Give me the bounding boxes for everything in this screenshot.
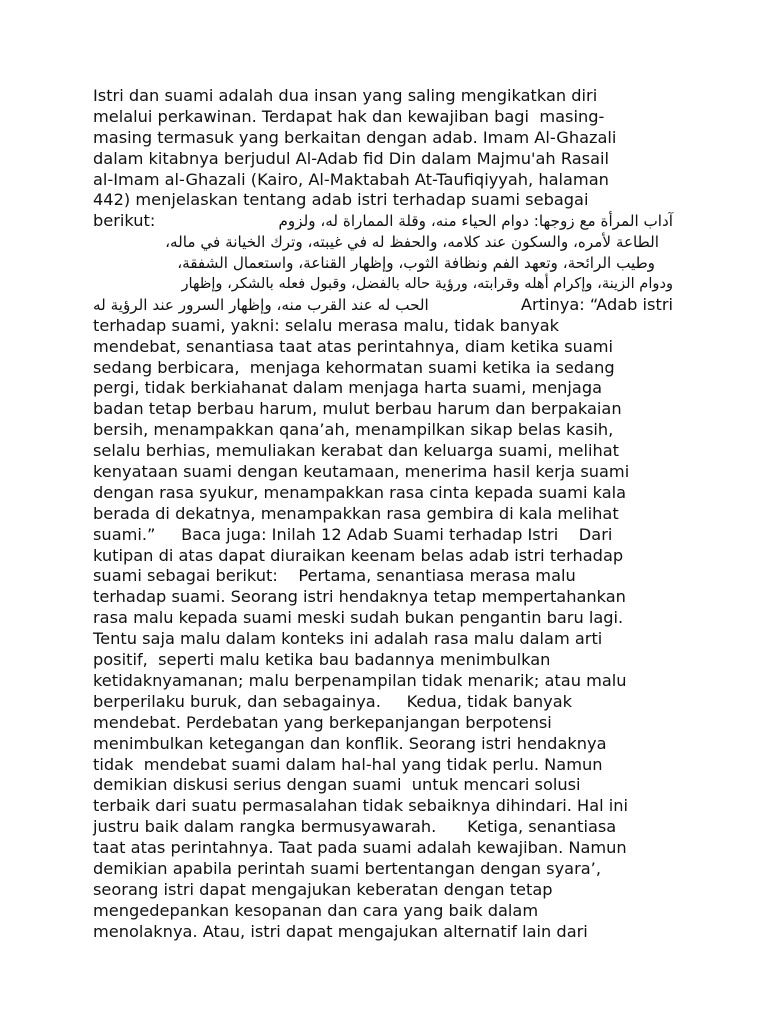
text-line: suami sebagai berikut: Pertama, senantiasa merasa malu xyxy=(93,566,576,586)
text-line: mengedepankan kesopanan dan cara yang baik dalam xyxy=(93,900,539,920)
latin-text: Artinya: “Adab istri xyxy=(520,294,673,314)
text-line: masing termasuk yang berkaitan dengan adab. Imam Al-Ghazali xyxy=(93,127,617,147)
text-line: dengan rasa syukur, menampakkan rasa cinta kepada suami kala xyxy=(93,482,627,502)
text-line: terhadap suami. Seorang istri hendaknya tetap mempertahankan xyxy=(93,587,626,607)
text-line: pergi, tidak berkiahanat dalam menjaga harta suami, menjaga xyxy=(93,378,603,398)
text-line: kutipan di atas dapat diuraikan keenam belas adab istri terhadap xyxy=(93,545,624,565)
arabic-line: ودوام الزينة، وإكرام أهله وقرابته، ورؤية حاله بالفضل، وقبول فعله بالشكر، وإظهار xyxy=(181,275,673,293)
arabic-line: الطاعة لأمره، والسكون عند كلامه، والحفظ له في غيبته، وترك الخيانة في ماله، xyxy=(165,233,659,252)
text-line: ketidaknyamanan; malu berpenampilan tidak menarik; atau malu xyxy=(93,670,627,690)
mixed-line xyxy=(93,295,673,316)
latin-text: berikut: xyxy=(93,211,156,231)
mixed-line xyxy=(93,211,673,232)
text-line: mendebat, senantiasa taat atas perintahnya, diam ketika suami xyxy=(93,336,614,356)
text-line: suami.” Baca juga: Inilah 12 Adab Suami terhadap Istri Dari xyxy=(93,524,613,544)
text-line: mendebat. Perdebatan yang berkepanjangan berpotensi xyxy=(93,712,552,732)
text-line: badan tetap berbau harum, mulut berbau harum dan berpakaian xyxy=(93,399,622,419)
text-line: selalu berhias, memuliakan kerabat dan keluarga suami, melihat xyxy=(93,441,619,461)
text-line: kenyataan suami dengan keutamaan, menerima hasil kerja suami xyxy=(93,462,630,482)
text-line: rasa malu kepada suami meski sudah bukan pengantin baru lagi. xyxy=(93,608,624,628)
text-line: terbaik dari suatu permasalahan tidak sebaiknya dihindari. Hal ini xyxy=(93,796,629,816)
text-line: sedang berbicara, menjaga kehormatan suami ketika ia sedang xyxy=(93,357,615,377)
text-line: melalui perkawinan. Terdapat hak dan kewajiban bagi masing- xyxy=(93,106,605,126)
text-line: berada di dekatnya, menampakkan rasa gembira di kala melihat xyxy=(93,503,619,523)
text-line: positif, seperti malu ketika bau badannya menimbulkan xyxy=(93,650,551,670)
text-line: Istri dan suami adalah dua insan yang saling mengikatkan diri xyxy=(93,86,598,105)
text-line: al-Imam al-Ghazali (Kairo, Al-Maktabah At-Taufiqiyyah, halaman xyxy=(93,169,609,189)
text-line: demikian diskusi serius dengan suami untuk mencari solusi xyxy=(93,775,581,795)
text-line: menolaknya. Atau, istri dapat mengajukan alternatif lain dari xyxy=(93,921,588,941)
text-line: tidak mendebat suami dalam hal-hal yang tidak perlu. Namun xyxy=(93,754,603,774)
arabic-text: آداب المرأة مع زوجها: دوام الحياء منه، وقلة المماراة له، ولزوم xyxy=(278,212,673,231)
text-line: demikian apabila perintah suami bertentangan dengan syara’, xyxy=(93,858,601,878)
text-line: menimbulkan ketegangan dan konflik. Seorang istri hendaknya xyxy=(93,733,607,753)
text-line: Tentu saja malu dalam konteks ini adalah rasa malu dalam arti xyxy=(93,629,603,649)
document-body xyxy=(93,86,673,943)
text-line: seorang istri dapat mengajukan keberatan dengan tetap xyxy=(93,879,553,899)
arabic-text: الحب له عند القرب منه، وإظهار السرور عند الرؤية له xyxy=(93,295,429,314)
text-line: berperilaku buruk, dan sebagainya. Kedua, tidak banyak xyxy=(93,691,573,711)
text-line: 442) menjelaskan tentang adab istri terhadap suami sebagai xyxy=(93,190,589,210)
text-line: justru baik dalam rangka bermusyawarah. Ketiga, senantiasa xyxy=(93,817,617,837)
arabic-line: وطيب الرائحة، وتعهد الفم ونظافة الثوب، وإظهار القناعة، واستعمال الشفقة، xyxy=(177,254,655,273)
text-line: bersih, menampakkan qana’ah, menampilkan sikap belas kasih, xyxy=(93,420,614,440)
text-line: terhadap suami, yakni: selalu merasa malu, tidak banyak xyxy=(93,315,560,335)
text-line: taat atas perintahnya. Taat pada suami adalah kewajiban. Namun xyxy=(93,838,627,858)
text-line: dalam kitabnya berjudul Al-Adab fid Din dalam Majmu'ah Rasail xyxy=(93,148,609,168)
